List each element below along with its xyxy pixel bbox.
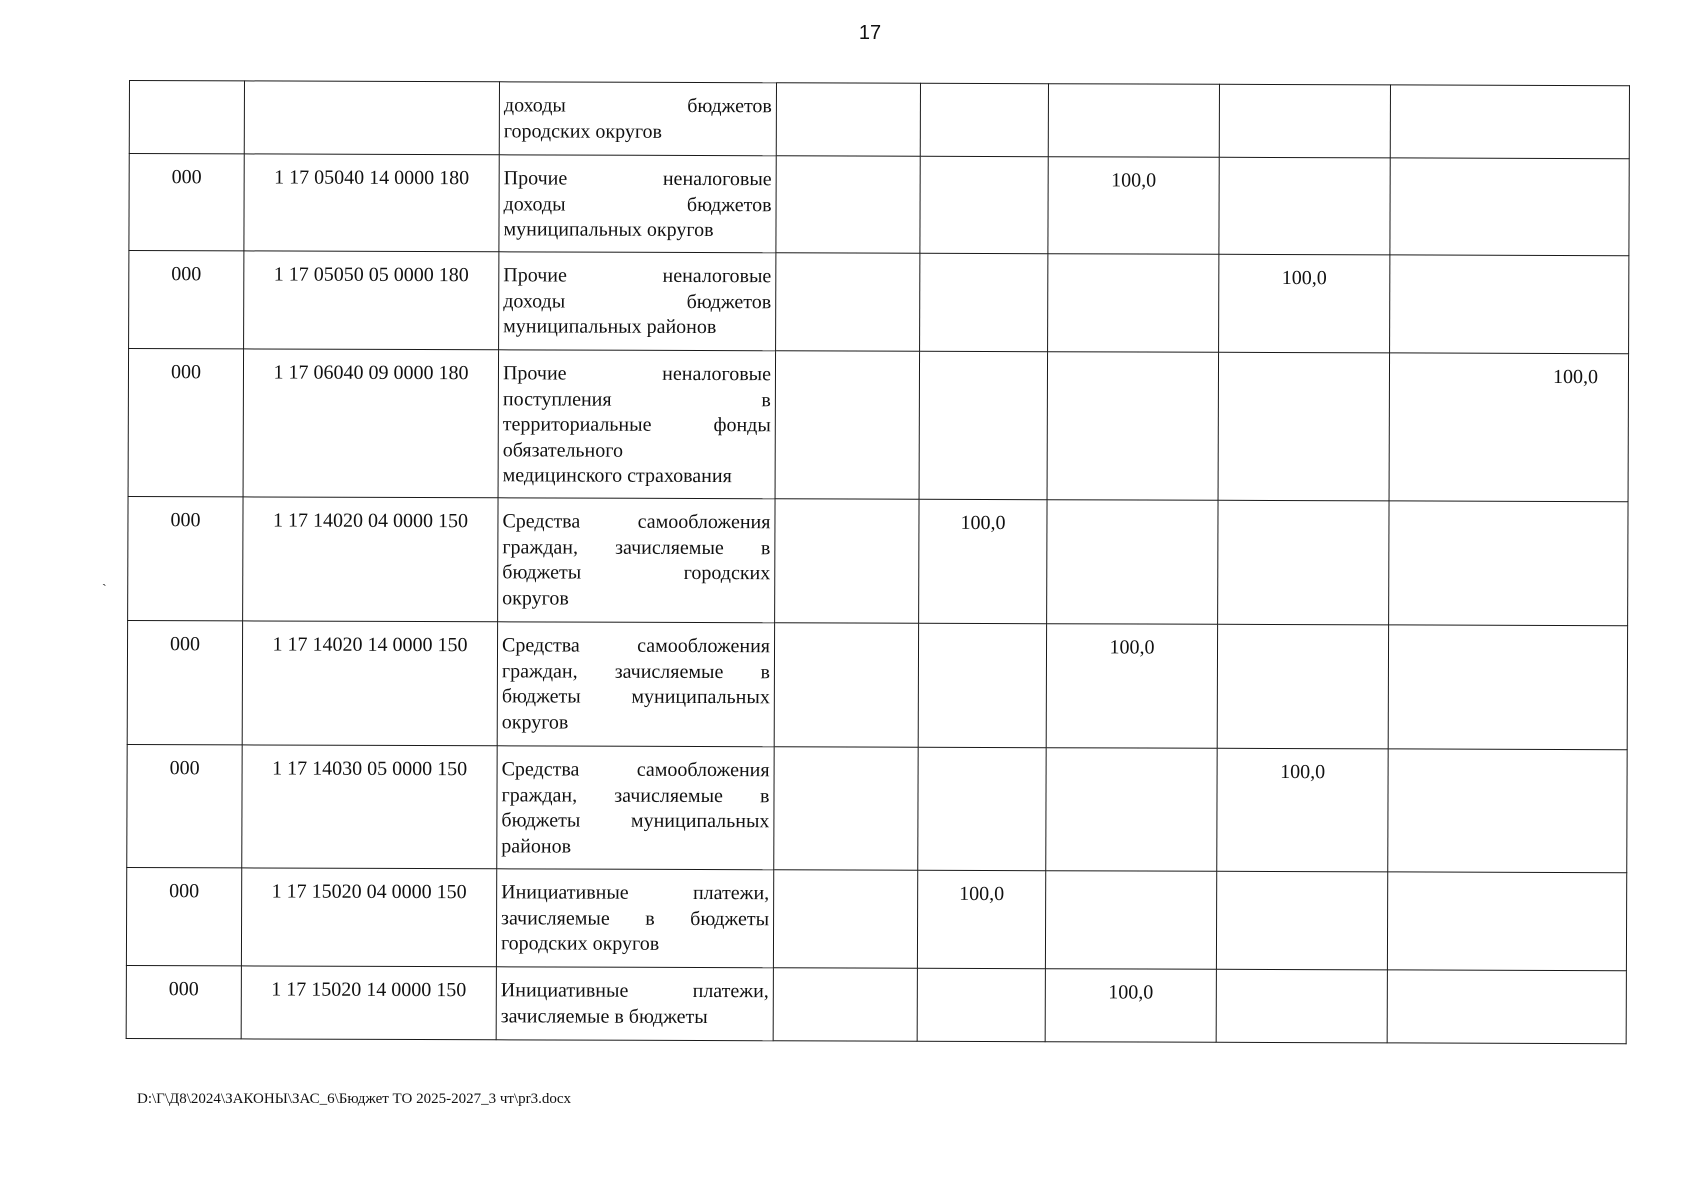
revenue-name-cell bbox=[498, 350, 776, 499]
amount-cell-1 bbox=[773, 968, 917, 1042]
table-row bbox=[126, 965, 1626, 1043]
amount-cell-4 bbox=[1218, 500, 1389, 625]
revenue-name-line: городских округов bbox=[500, 932, 660, 955]
amount-cell-1 bbox=[776, 156, 920, 254]
footer-file-path: D:\Г\Д8\2024\ЗАКОНЫ\ЗАС_6\Бюджет ТО 2025-2027_3 чт\pr3.docx bbox=[137, 1091, 572, 1107]
revenue-name-cell bbox=[499, 155, 776, 253]
revenue-name-line: округов bbox=[502, 586, 569, 610]
revenue-name-line: доходы бюджетов bbox=[503, 94, 772, 118]
amount-cell-2 bbox=[920, 253, 1048, 351]
amount-cell-1 bbox=[774, 747, 918, 871]
admin-code-cell: 000 bbox=[127, 744, 242, 867]
amount-cell-4: 100,0 bbox=[1217, 748, 1388, 872]
revenue-name-line: территориальные фонды bbox=[502, 413, 771, 437]
amount-cell-1 bbox=[775, 351, 920, 500]
amount-cell-3: 100,0 bbox=[1045, 969, 1216, 1043]
scan-artifact: ˏ bbox=[102, 572, 107, 587]
table-row bbox=[128, 349, 1629, 502]
admin-code-cell: 000 bbox=[129, 251, 244, 349]
amount-cell-5 bbox=[1390, 85, 1629, 159]
amount-cell-5 bbox=[1390, 255, 1629, 354]
admin-code-cell: 000 bbox=[128, 349, 244, 497]
amount-cell-5 bbox=[1387, 970, 1626, 1044]
revenue-name-line: поступления в bbox=[502, 387, 771, 411]
revenue-name-line: округов bbox=[501, 710, 569, 734]
revenue-name-line: Прочие неналоговые bbox=[503, 167, 772, 191]
admin-code-cell: 000 bbox=[127, 620, 242, 744]
revenue-name-cell bbox=[497, 746, 774, 870]
amount-cell-2 bbox=[918, 747, 1046, 870]
amount-cell-4 bbox=[1216, 871, 1387, 970]
amount-cell-5 bbox=[1387, 872, 1626, 971]
amount-cell-2: 100,0 bbox=[919, 499, 1047, 623]
revenue-name-cell bbox=[499, 82, 776, 156]
budget-classification-code-cell: 1 17 06040 09 0000 180 bbox=[243, 349, 499, 498]
amount-cell-2 bbox=[918, 623, 1046, 747]
table-row bbox=[128, 496, 1628, 625]
amount-cell-2: 100,0 bbox=[917, 870, 1045, 968]
revenue-name-line: Средства самообложения bbox=[501, 758, 770, 782]
amount-cell-3 bbox=[1047, 352, 1219, 501]
amount-cell-4 bbox=[1219, 157, 1390, 255]
page-number: 17 bbox=[858, 22, 882, 44]
revenue-name-line: городских округов bbox=[503, 119, 663, 143]
revenue-name-line: муниципальных округов bbox=[503, 218, 714, 242]
amount-cell-4 bbox=[1216, 969, 1387, 1043]
amount-cell-2 bbox=[917, 968, 1045, 1041]
budget-classification-code-cell: 1 17 15020 04 0000 150 bbox=[241, 868, 496, 967]
revenue-name-line: бюджеты городских bbox=[502, 561, 771, 585]
amount-cell-2 bbox=[920, 83, 1048, 156]
amount-cell-1 bbox=[776, 83, 920, 157]
revenue-name-line: доходы бюджетов bbox=[503, 289, 772, 313]
revenue-name-cell bbox=[497, 622, 774, 747]
revenue-name-line: Инициативные платежи, bbox=[500, 979, 769, 1003]
admin-code-cell: 000 bbox=[128, 496, 243, 620]
amount-cell-5 bbox=[1388, 749, 1627, 873]
budget-revenue-table bbox=[126, 80, 1630, 1044]
amount-cell-4 bbox=[1217, 624, 1388, 749]
budget-classification-code-cell: 1 17 15020 14 0000 150 bbox=[241, 966, 496, 1040]
revenue-name-line: Инициативные платежи, bbox=[501, 881, 770, 905]
revenue-name-line: муниципальных районов bbox=[503, 315, 717, 339]
revenue-name-line: Средства самообложения bbox=[502, 510, 771, 534]
revenue-name-line: доходы бюджетов bbox=[503, 192, 772, 216]
amount-cell-1 bbox=[776, 253, 920, 352]
revenue-name-line: Прочие неналоговые bbox=[503, 264, 772, 288]
revenue-name-line: бюджеты муниципальных bbox=[501, 685, 770, 709]
revenue-name-line: Средства самообложения bbox=[501, 634, 771, 658]
revenue-name-line: Прочие неналоговые bbox=[502, 362, 772, 386]
amount-cell-1 bbox=[774, 623, 918, 748]
amount-cell-5 bbox=[1389, 501, 1628, 626]
amount-cell-2 bbox=[920, 156, 1048, 253]
revenue-name-cell bbox=[496, 869, 773, 968]
amount-cell-3 bbox=[1048, 84, 1219, 158]
revenue-name-line: районов bbox=[501, 834, 572, 858]
revenue-name-line: бюджеты муниципальных bbox=[501, 809, 770, 833]
amount-cell-3: 100,0 bbox=[1048, 157, 1219, 255]
revenue-name-cell bbox=[496, 967, 773, 1041]
amount-cell-1 bbox=[775, 499, 919, 624]
revenue-name-line: медицинского страхования bbox=[502, 464, 732, 488]
table-row bbox=[127, 620, 1627, 749]
revenue-name-line: граждан, зачисляемые в bbox=[502, 535, 771, 559]
amount-cell-3 bbox=[1045, 871, 1216, 970]
revenue-name-line: граждан, зачисляемые в bbox=[501, 783, 770, 807]
admin-code-cell: 000 bbox=[126, 965, 241, 1038]
admin-code-cell bbox=[129, 81, 244, 154]
amount-cell-4 bbox=[1218, 352, 1390, 501]
budget-classification-code-cell: 1 17 05050 05 0000 180 bbox=[244, 251, 499, 350]
amount-cell-4: 100,0 bbox=[1219, 254, 1390, 353]
revenue-name-cell bbox=[498, 498, 775, 623]
table-row bbox=[129, 81, 1629, 159]
revenue-name-cell bbox=[499, 252, 776, 351]
amount-cell-4 bbox=[1219, 84, 1390, 158]
amount-cell-3 bbox=[1047, 500, 1218, 625]
budget-classification-code-cell bbox=[244, 81, 499, 155]
amount-cell-1 bbox=[773, 870, 917, 969]
budget-classification-code-cell: 1 17 05040 14 0000 180 bbox=[244, 154, 499, 252]
amount-cell-5 bbox=[1388, 625, 1627, 750]
amount-cell-3 bbox=[1048, 254, 1219, 353]
table-row bbox=[129, 251, 1629, 354]
budget-classification-code-cell: 1 17 14020 04 0000 150 bbox=[243, 497, 498, 622]
budget-classification-code-cell: 1 17 14020 14 0000 150 bbox=[242, 621, 497, 746]
table-row bbox=[127, 744, 1627, 872]
amount-cell-5: 100,0 bbox=[1389, 353, 1629, 502]
budget-classification-code-cell: 1 17 14030 05 0000 150 bbox=[242, 745, 497, 869]
amount-cell-3 bbox=[1046, 748, 1217, 872]
table-row bbox=[126, 867, 1626, 970]
admin-code-cell: 000 bbox=[126, 867, 241, 965]
amount-cell-5 bbox=[1390, 158, 1629, 256]
amount-cell-3: 100,0 bbox=[1046, 624, 1217, 749]
revenue-name-line: граждан, зачисляемые в bbox=[501, 659, 770, 683]
amount-cell-2 bbox=[919, 351, 1048, 499]
revenue-name-line: зачисляемые в бюджеты bbox=[501, 906, 770, 930]
table-row bbox=[129, 154, 1629, 256]
revenue-name-line: обязательного bbox=[502, 438, 624, 462]
admin-code-cell: 000 bbox=[129, 154, 244, 251]
revenue-name-line: зачисляемые в бюджеты bbox=[500, 1004, 708, 1028]
